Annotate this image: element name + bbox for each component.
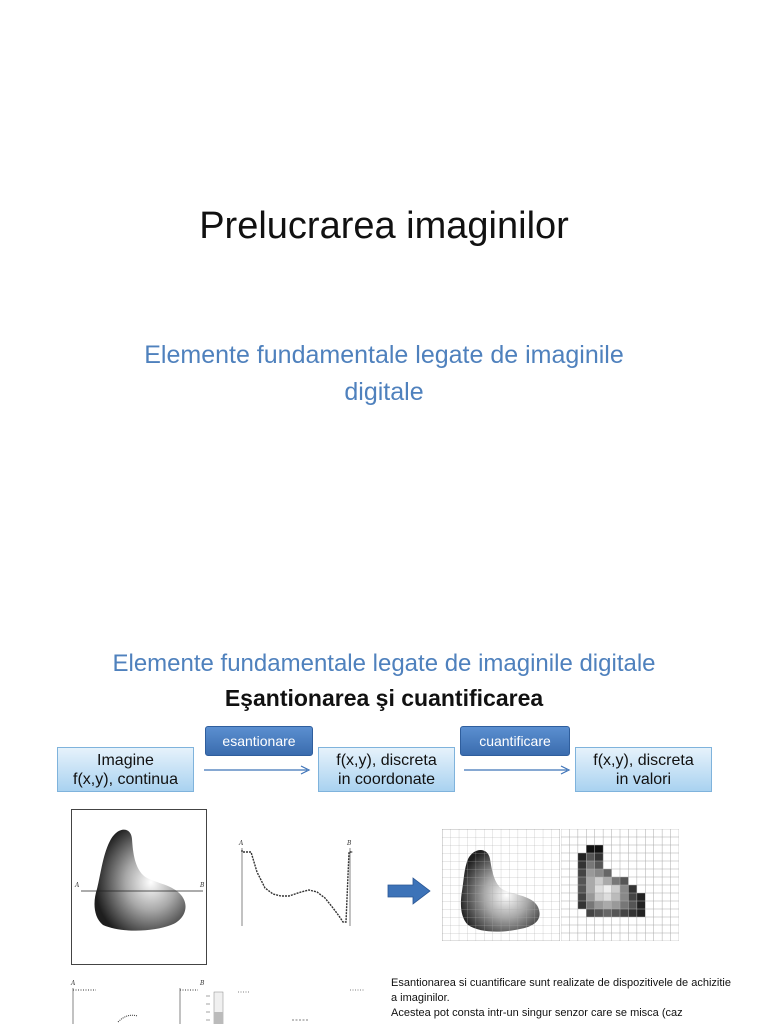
quantized-pixel [595, 845, 603, 853]
quantized-pixel [595, 893, 603, 901]
flow-label-quantization: cuantificare [460, 726, 570, 756]
flow-box-line: f(x,y), discreta [593, 752, 694, 769]
slide-subtitle: Eşantionarea şi cuantificarea [224, 685, 544, 711]
quantized-pixel [595, 885, 603, 893]
quantized-pixel [586, 877, 594, 885]
quantized-pixel [603, 869, 611, 877]
quantized-pixel [603, 893, 611, 901]
quantized-pixel [586, 901, 594, 909]
quantized-pixel [586, 869, 594, 877]
profile-label-a: A [239, 840, 244, 847]
quantized-pixel [586, 861, 594, 869]
quantized-pixel [595, 861, 603, 869]
quantized-pixel [603, 877, 611, 885]
arrow-right-icon [463, 764, 575, 776]
quantized-pixel [628, 885, 636, 893]
intensity-profile-plot [237, 838, 355, 928]
quantized-pixel [578, 861, 586, 869]
flow-box-line: f(x,y), discreta [336, 752, 437, 769]
flow-box-discrete-values [575, 747, 712, 792]
quantized-pixel [578, 869, 586, 877]
quantized-pixel [603, 885, 611, 893]
flow-box-discrete-coordinates [318, 747, 455, 792]
slide-title: Elemente fundamentale legate de imaginile digitale [112, 650, 656, 677]
quantized-pixel [586, 909, 594, 917]
quantized-pixel [637, 909, 645, 917]
description-text [391, 976, 736, 1021]
quantized-pixel [612, 885, 620, 893]
quantized-pixel [612, 901, 620, 909]
quantized-pixel [637, 893, 645, 901]
quantized-pixel [586, 853, 594, 861]
continuous-image-figure [71, 809, 207, 965]
quantized-pixel [595, 869, 603, 877]
profile-label-b: B [347, 840, 352, 847]
quantized-pixel [595, 877, 603, 885]
flow-box-continuous-image [57, 747, 194, 792]
quantized-pixel [586, 885, 594, 893]
quantized-pixel [578, 877, 586, 885]
quantized-pixel [612, 909, 620, 917]
flow-box-line: in valori [615, 771, 672, 788]
quantized-pixel [620, 893, 628, 901]
slide-title: Prelucrarea imaginilor [199, 205, 569, 247]
quantized-pixel [620, 885, 628, 893]
quantized-pixel [578, 853, 586, 861]
quantized-pixel [603, 909, 611, 917]
flow-box-line: in coordonate [338, 771, 435, 788]
content-slide [0, 576, 768, 1024]
quantized-pixel [603, 901, 611, 909]
quantized-pixel [612, 877, 620, 885]
quantized-pixel [595, 901, 603, 909]
description-paragraph: Acestea pot consta intr-un singur senzor care se misca (caz [391, 1007, 683, 1019]
profile-label-b: B [200, 882, 205, 889]
flow-label-sampling: esantionare [205, 726, 313, 756]
quantized-pixel [578, 885, 586, 893]
flow-box-line: Imagine [97, 752, 154, 769]
quantized-pixel [586, 893, 594, 901]
profile-label-a: A [75, 882, 80, 889]
quantized-pixel [578, 893, 586, 901]
arrow-right-icon [387, 877, 431, 905]
quantized-pixel [578, 901, 586, 909]
arrow-right-icon [203, 764, 315, 776]
quantized-pixel [612, 893, 620, 901]
quantized-pixel [620, 909, 628, 917]
quantized-pixel [628, 909, 636, 917]
quantized-pixel [628, 901, 636, 909]
quantized-pixel [620, 901, 628, 909]
description-paragraph: Esantionarea si cuantificare sunt realizate de dispozitivele de achizitie a imaginilor. [391, 977, 731, 1004]
quantized-pixel [620, 877, 628, 885]
quantized-image-grid [561, 829, 679, 941]
quantized-pixel [595, 853, 603, 861]
sampling-quantization-plots [68, 978, 368, 1024]
quantized-pixel [637, 901, 645, 909]
flow-box-line: f(x,y), continua [73, 771, 178, 788]
quantized-pixel [595, 909, 603, 917]
sampled-image-grid [442, 829, 560, 941]
profile-label-b: B [200, 980, 205, 987]
quantized-pixel [628, 893, 636, 901]
slide-subtitle: Elemente fundamentale legate de imaginile digitale [144, 341, 624, 406]
quantized-pixel [586, 845, 594, 853]
profile-label-a: A [71, 980, 76, 987]
